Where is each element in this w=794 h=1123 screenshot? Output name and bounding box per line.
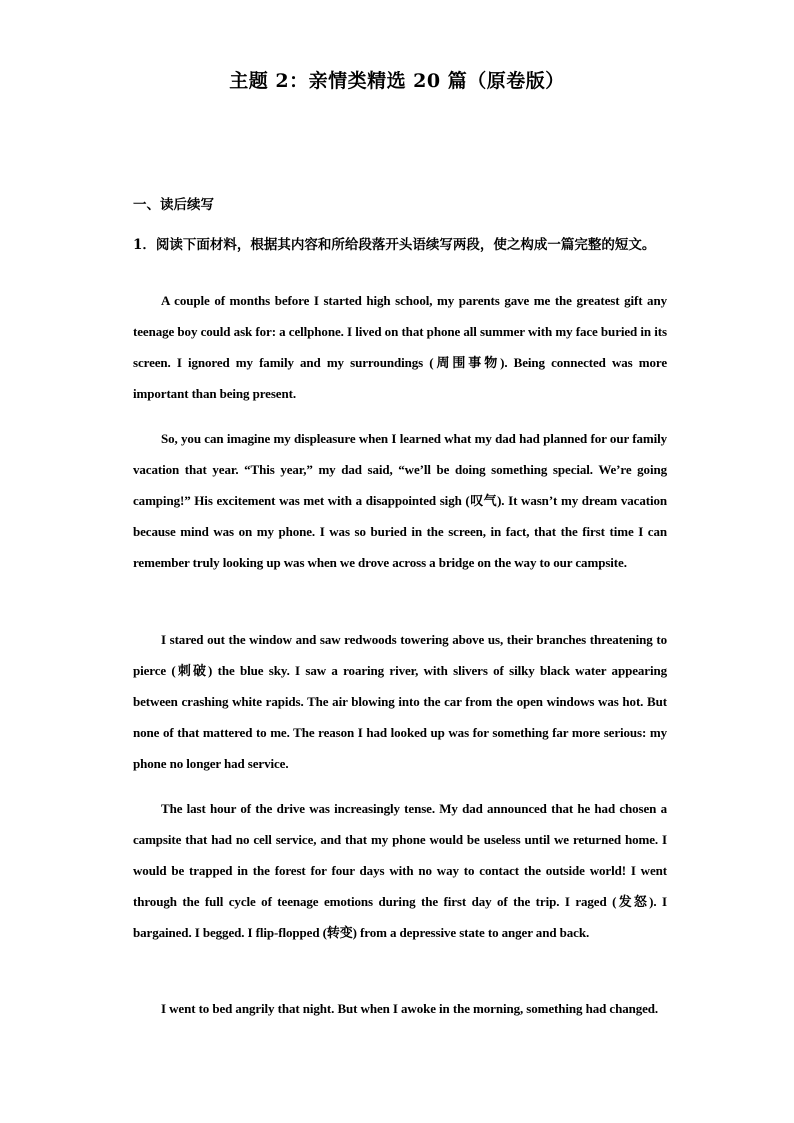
question-instruction: 1．阅读下面材料，根据其内容和所给段落开头语续写两段，使之构成一篇完整的短文。 xyxy=(133,237,656,253)
passage-paragraph-1: A couple of months before I started high school, my parents gave me the greatest gift any teenage boy could ask for: a cellphone. I lived on that phone all summer with my face buried in its screen. I ignored my family and my surroundings (周围事物). Being connected was more important than being present. xyxy=(133,293,667,401)
section-heading: 一、读后续写 xyxy=(133,197,214,213)
passage-paragraph-2: So, you can imagine my displeasure when I learned what my dad had planned for our family vacation that year. “This year,” my dad said, “we’ll be doing something special. We’re going camping!” His excitement was met with a disappointed sigh (叹气). It wasn’t my dream vacation because mind was on my phone. I was so buried in the screen, in fact, that the first time I can remember truly looking up was when we drove across a bridge on the way to our campsite. xyxy=(133,431,667,570)
passage-paragraph-5: I went to bed angrily that night. But when I awoke in the morning, something had changed. xyxy=(161,1001,659,1016)
passage-paragraph-4: The last hour of the drive was increasingly tense. My dad announced that he had chosen a campsite that had no cell service, and that my phone would be useless until we returned home. I would be trapped in the forest for four days with no way to contact the outside world! I went through the full cycle of teenage emotions during the first day of the trip. I raged (发怒). I bargained. I begged. I flip-flopped (转变) from a depressive state to anger and back. xyxy=(133,801,667,940)
passage-paragraph-3: I stared out the window and saw redwoods towering above us, their branches threatening to pierce (刺破) the blue sky. I saw a roaring river, with slivers of silky black water appearing between crashing white rapids. The air blowing into the car from the open windows was hot. But none of that mattered to me. The reason I had looked up was for something far more serious: my phone no longer had service. xyxy=(133,632,667,771)
document-title: 主题 2：亲情类精选 20 篇（原卷版） xyxy=(229,70,565,92)
